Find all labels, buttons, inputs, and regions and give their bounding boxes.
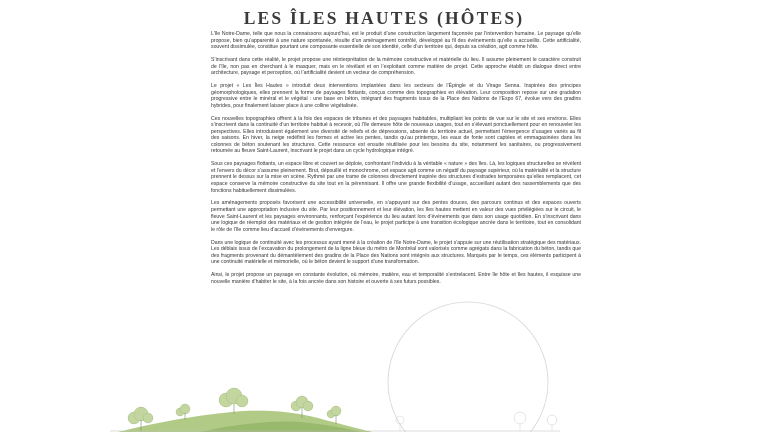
paragraph: Les aménagements proposés favorisent une accessibilité universelle, en s’appuyant sur des pentes douces, des parcours continus et des espaces ouverts permettant une appropriation inclusive du site. Par leur positionnement et leur élévation, les îles hautes mettent en valeur des vues privilégiées sur le circuit, le fleuve Saint-Laurent et les paysages environnants, renforçant l’expérience du lieu autant lors d’événements que dans son usage quotidien. En s’inscrivant dans une logique de réemploi des matériaux et de gestion intégrée de l’eau, le projet participe à une transition écologique ancrée dans le territoire, tout en consolidant le rôle de l’île comme lieu d’accueil d’événements d’envergure.	[211, 200, 581, 233]
sketch-trees	[396, 412, 557, 431]
page-title: LES ÎLES HAUTES (HÔTES)	[243, 8, 525, 28]
paragraph: Le projet « Les Îles Hautes » introduit deux interventions implantées dans les secteurs de l’Épingle et du Virage Senna. Inspirées des principes géomorphologiques, elles prennent la forme de paysages flottants, conçus comme des topographies en élévation. Leur composition repose sur une gradation progressive entre le minéral et le végétal : une base en béton, intégrant des fragments issus de la Place des Nations de l’Expo 67, évolue vers des gradins hybrides, pour finalement laisser place à une colline végétalisée.	[211, 83, 581, 109]
green-hill	[118, 411, 372, 432]
paragraph: L’île Notre-Dame, telle que nous la connaissons aujourd’hui, est le produit d’une construction largement façonnée par l’intervention humaine. Le paysage qu’elle propose, bien qu’apparenté à une nature spontanée, résulte d’un aménagement contrôlé, développé au fil des événements qu’elle a accueillis. Cette artificialité, souvent dissimulée, constitue pourtant une composante essentielle de son identité, celle d’un territoire qui, depuis sa création, agit comme hôte.	[211, 31, 581, 51]
paragraph: Ainsi, le projet propose un paysage en constante évolution, où mémoire, matière, eau et temporalité s’entrelacent. Entre île hôte et îles hautes, il esquisse une nouvelle manière d’habiter le site, à la fois ancrée dans son histoire et ouverte à ses futurs possibles.	[211, 272, 581, 285]
outline-circle	[388, 302, 548, 432]
body-text	[211, 31, 581, 292]
paragraph: Ces nouvelles topographies offrent à la fois des espaces de tribunes et des paysages habitables, multipliant les points de vue sur le site et ses environs. Elles s’inscrivent dans la continuité d’un territoire habitué à recevoir, où l’île demeure hôte de nouveaux usages, tout en s’élevant ponctuellement pour en renouveler les perspectives. Elles introduisent également une diversité de reliefs et de dépressions, absente du territoire actuel, permettant l’émergence d’usages variés au fil des saisons. En hiver, la neige redéfinit les formes et active les pentes, tandis qu’au printemps, les eaux de fonte sont captées et emmagasinées dans les colonnes de béton soutenant les structures. Cette ressource est ensuite réutilisée pour les besoins du site, notamment les sanitaires, ou progressivement retournée au fleuve Saint-Laurent, inscrivant le projet dans un cycle hydrologique intégré.	[211, 115, 581, 155]
tree-group	[128, 388, 341, 431]
paragraph: S’inscrivant dans cette réalité, le projet propose une réinterprétation de la mémoire constructive et matérielle du lieu. Il assume pleinement le caractère construit de l’île, non pas en cherchant à le masquer, mais en le révélant et en l’exploitant comme matière de projet. Cette approche établit un dialogue direct entre architecture, paysage et perception, où l’artificialité devient un vecteur de compréhension.	[211, 57, 581, 77]
hill-shadow	[200, 422, 360, 432]
paragraph: Dans une logique de continuité avec les processus ayant mené à la création de l’île Notre-Dame, le projet s’appuie sur une réutilisation stratégique des matériaux. Les déblais issus de l’excavation du prolongement de la ligne bleue du métro de Montréal sont valorisés comme agrégats dans la fabrication du béton, tandis que des fragments provenant du démantèlement des gradins de la Place des Nations sont intégrés aux structures. Marqués par le temps, ces éléments participent à une continuité matérielle et mémorielle, où le béton devient le support d’une transformation.	[211, 239, 581, 266]
paragraph: Sous ces paysages flottants, un espace libre et couvert se déploie, confrontant l’individu à la véritable « nature » des îles. Là, les logiques structurelles se révèlent et l’envers du décor s’assume pleinement. Brut, dépouillé et monochrome, cet espace agit comme un négatif du paysage supérieur, où la matérialité et la structure prennent le dessus sur la mise en scène. Rythmé par une trame de colonnes directement inspirée des structures d’estrades temporaires qu’elles remplacent, cet espace conserve la mémoire constructive du site tout en la pérennisant. Il offre une grande flexibilité d’usage, accueillant autant des rassemblements que des fonctions habituellement dissimulées.	[211, 161, 581, 194]
